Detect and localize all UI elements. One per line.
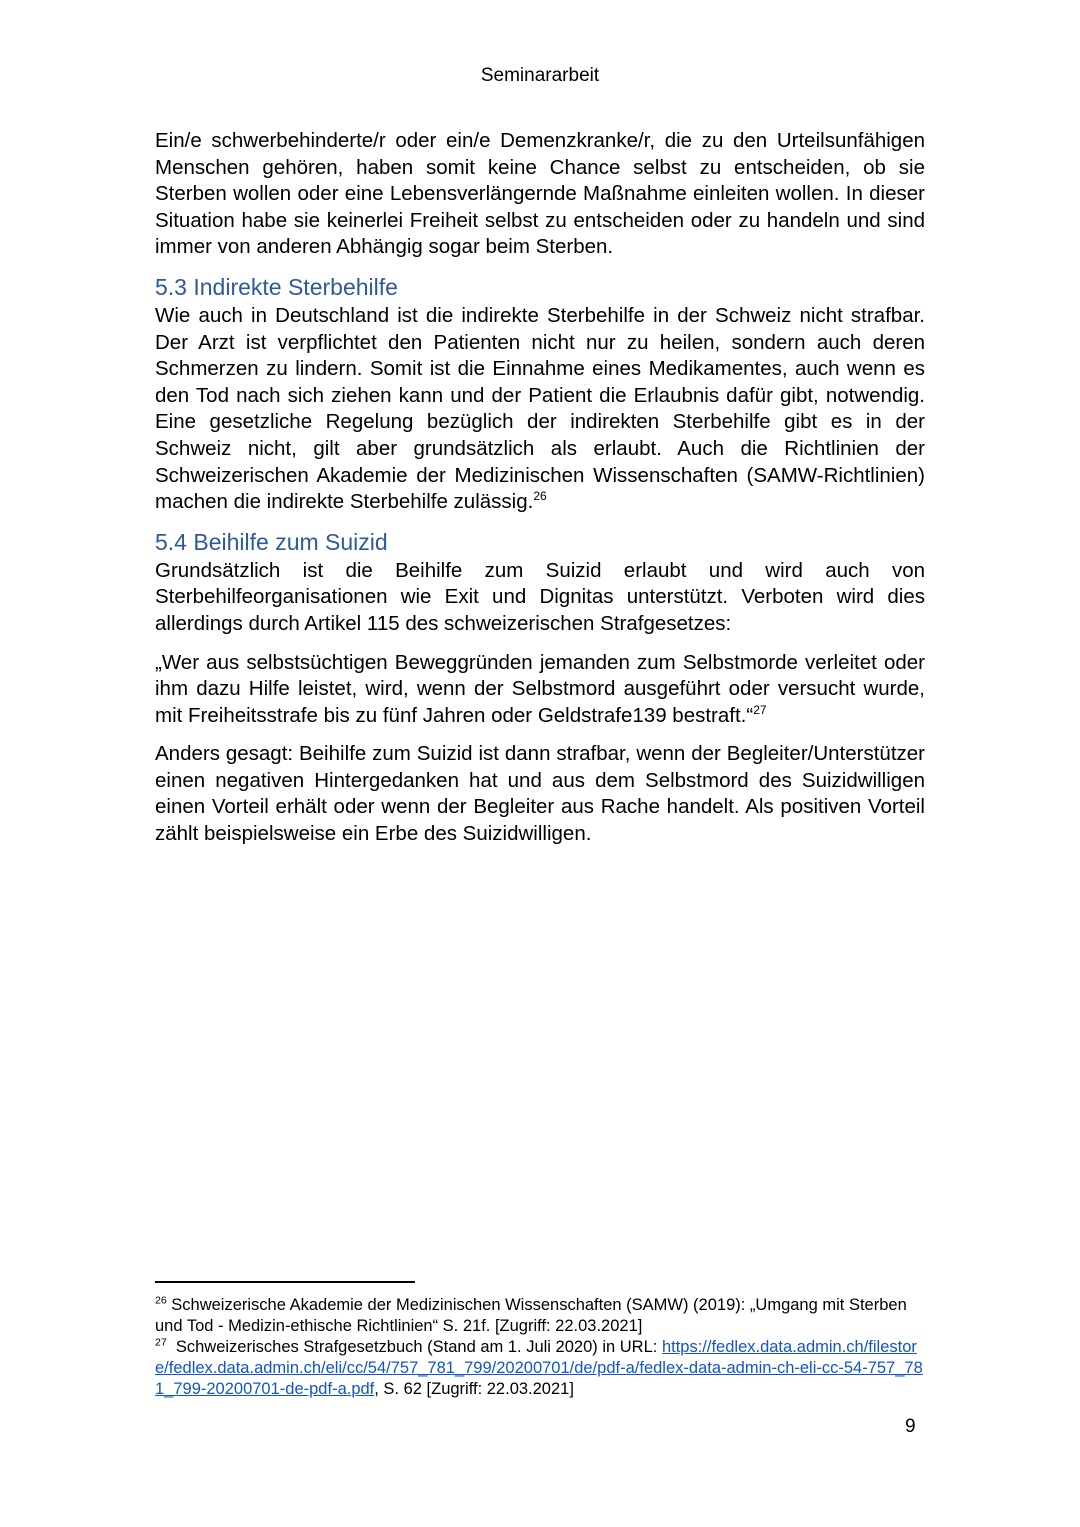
body-content <box>155 128 925 848</box>
law-quote <box>155 650 925 730</box>
section-5-3-text: Wie auch in Deutschland ist die indirekte Sterbehilfe in der Schweiz nicht strafbar. Der Arzt ist verpflichtet den Patienten nicht nur zu heilen, sondern auch deren Schmerzen zu lindern. Somit ist die Einnahme eines Medikamentes, auch wenn es den Tod nach sich ziehen kann und der Patient die Erlaubnis dafür gibt, notwendig. Eine gesetzliche Regelung bezüglich der indirekten Sterbehilfe gibt es in der Schweiz nicht, gilt aber grundsätzlich als erlaubt. Auch die Richtlinien der Schweizerischen Akademie der Medizinischen Wissenschaften (SAMW-Richtlinien) machen die indirekte Sterbehilfe zulässig. <box>155 303 925 514</box>
footnote-27 <box>155 1337 925 1400</box>
footnotes <box>155 1295 925 1400</box>
footnote-text: Schweizerisches Strafgesetzbuch (Stand am 1. Juli 2020) in URL: <box>175 1338 662 1356</box>
section-5-3-paragraph <box>155 303 925 516</box>
section-5-4-paragraph: Grundsätzlich ist die Beihilfe zum Suizid erlaubt und wird auch von Sterbehilfeorganisationen wie Exit und Dignitas unterstützt. Verboten wird dies allerdings durch Artikel 115 des schweizerischen Strafgesetzes: <box>155 558 925 635</box>
page-number: 9 <box>905 1416 916 1437</box>
footnote-ref-27[interactable]: 27 <box>753 702 767 717</box>
running-header: Seminararbeit <box>480 65 600 86</box>
footnote-number: 27 <box>155 1336 167 1349</box>
footnote-separator <box>155 1281 415 1283</box>
footnote-ref-26[interactable]: 26 <box>533 489 547 504</box>
law-quote-text: „Wer aus selbstsüchtigen Beweggründen jemanden zum Selbstmorde verleitet oder ihm dazu Hilfe leistet, wird, wenn der Selbstmord ausgeführt oder versucht wurde, mit Freiheitsstrafe bis zu fünf Jahren oder Geldstrafe139 bestraft.“ <box>155 650 925 727</box>
footnote-text: Schweizerische Akademie der Medizinischen Wissenschaften (SAMW) (2019): „Umgang mit Sterben und Tod - Medizin-ethische Richtlinien“ S. 21f. [Zugriff: 22.03.2021] <box>155 1296 907 1335</box>
footnote-26 <box>155 1295 925 1337</box>
footnote-suffix: , S. 62 [Zugriff: 22.03.2021] <box>374 1380 574 1398</box>
section-heading-5-4: 5.4 Beihilfe zum Suizid <box>155 528 388 555</box>
intro-paragraph: Ein/e schwerbehinderte/r oder ein/e Demenzkranke/r, die zu den Urteilsunfähigen Menschen gehören, haben somit keine Chance selbst zu entscheiden, ob sie Sterben wollen oder eine Lebensverlängernde Maßnahme einleiten wollen. In dieser Situation habe sie keinerlei Freiheit selbst zu entscheiden oder zu handeln und sind immer von anderen Abhängig sogar beim Sterben. <box>155 129 925 259</box>
closing-paragraph: Anders gesagt: Beihilfe zum Suizid ist dann strafbar, wenn der Begleiter/Unterstützer einen negativen Hintergedanken hat und aus dem Selbstmord des Suizidwilligen einen Vorteil erhält oder wenn der Begleiter aus Rache handelt. Als positiven Vorteil zählt beispielsweise ein Erbe des Suizidwilligen. <box>155 742 925 846</box>
footnote-link[interactable]: https://fedlex.data.admin.ch/filestore/fedlex.data.admin.ch/eli/cc/54/757_781_799/20200701/de/pdf-a/fedlex-data-admin-ch-eli-cc-54-757_781_799-20200701-de-pdf-a.pdf <box>155 1338 923 1398</box>
section-heading-5-3: 5.3 Indirekte Sterbehilfe <box>155 273 398 300</box>
footnote-number: 26 <box>155 1294 167 1307</box>
